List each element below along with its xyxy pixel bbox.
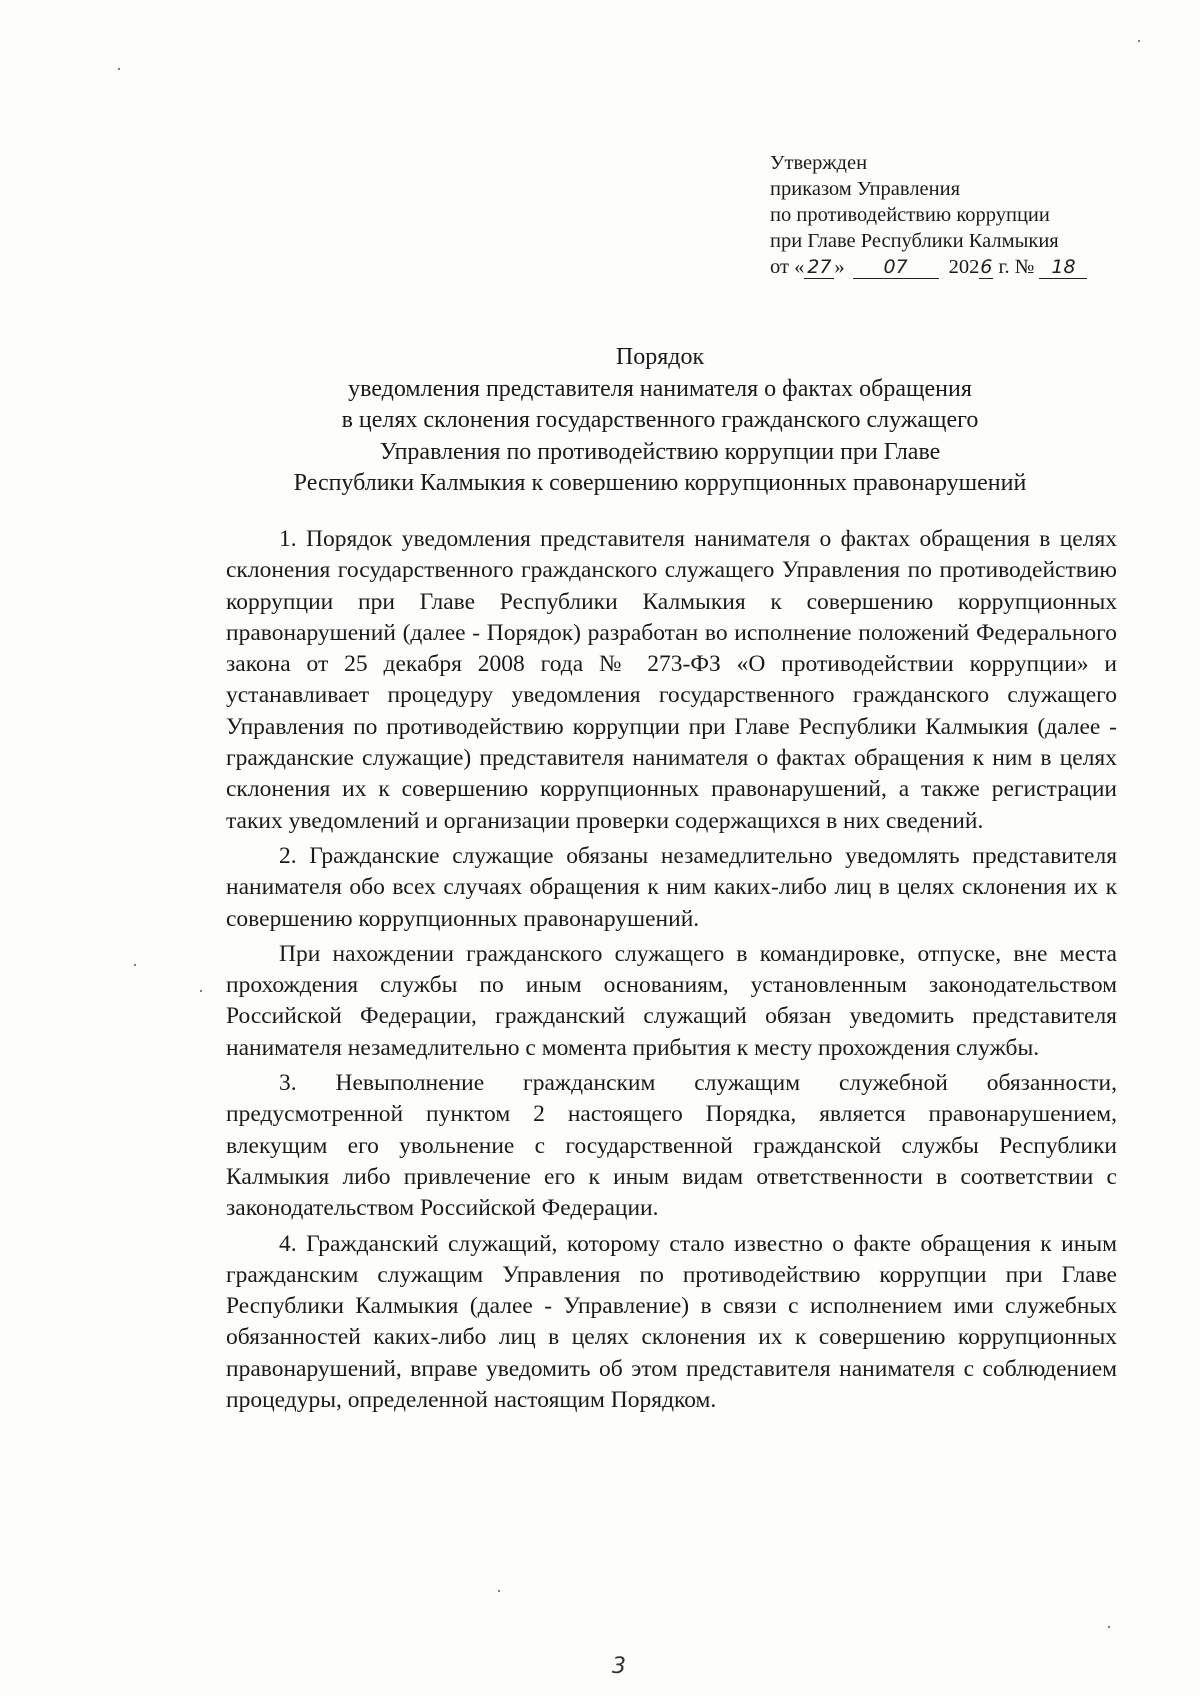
document-title — [230, 342, 1090, 500]
scan-speck — [1108, 1626, 1110, 1628]
scan-speck — [118, 68, 120, 70]
title-line: Республики Калмыкия к совершению коррупционных правонарушений — [293, 470, 1027, 496]
approval-stamp — [770, 150, 1087, 280]
scan-speck — [1138, 40, 1140, 42]
title-line: уведомления представителя нанимателя о фактах обращения — [348, 375, 972, 402]
handwritten-month: 07 — [853, 256, 939, 279]
title-line: в целях склонения государственного гражданского служащего — [341, 407, 979, 433]
year-prefix: 202 — [948, 256, 980, 278]
page-number: 3 — [612, 1654, 626, 1679]
scan-speck — [134, 964, 136, 966]
day-suffix: » — [834, 256, 845, 278]
number-label: г. № — [993, 256, 1035, 278]
paragraph-2-continued: При нахождении гражданского служащего в командировке, отпуске, вне места прохождения службы по иным основаниям, установленным законодательством Российской Федерации, гражданский служащий обязан уведомить представителя нанимателя незамедлительно с момента прибытия к месту прохождения службы. — [226, 940, 1117, 1061]
approval-line: при Главе Республики Калмыкия — [770, 230, 1059, 252]
handwritten-order-number: 18 — [1039, 256, 1087, 279]
paragraph-4: 4. Гражданский служащий, которому стало известно о факте обращения к иным гражданским служащим Управления по противодействию коррупции при Главе Республики Калмыкия (далее - Управление) в связи с исполнением ими служебных обязанностей каких-либо лиц в целях склонения их к совершению коррупционных правонарушений, вправе уведомить об этом представителя нанимателя с соблюдением процедуры, определенной настоящим Порядком. — [226, 1230, 1117, 1414]
approval-line: Утвержден — [770, 152, 868, 174]
approval-line: приказом Управления — [770, 178, 961, 200]
scan-speck — [498, 1590, 500, 1592]
title-line: Порядок — [615, 344, 705, 370]
handwritten-year-digit: 6 — [980, 256, 993, 278]
paragraph-1: 1. Порядок уведомления представителя нанимателя о фактах обращения в целях склонения государственного гражданского служащего Управления по противодействию коррупции при Главе Республики Калмыкия к совершению коррупционных правонарушений (далее - Порядок) разработан во исполнение положений Федерального закона от 25 декабря 2008 года № 273-ФЗ «О противодействии коррупции» и устанавливает процедуру уведомления государственного гражданского служащего Управления по противодействию коррупции при Главе Республики Калмыкия (далее - гражданские служащие) представителя нанимателя о фактах обращения к ним в целях склонения их к совершению коррупционных правонарушений, а также регистрации таких уведомлений и организации проверки содержащихся в них сведений. — [226, 526, 1117, 834]
date-prefix: от « — [770, 256, 805, 278]
document-body — [226, 524, 1117, 1416]
approval-date-line — [770, 254, 1087, 280]
approval-line: по противодействию коррупции — [770, 204, 1050, 226]
handwritten-day: 27 — [804, 256, 834, 279]
scan-speck — [200, 990, 202, 992]
paragraph-2: 2. Гражданские служащие обязаны незамедлительно уведомлять представителя нанимателя обо всех случаях обращения к ним каких-либо лиц в целях склонения их к совершению коррупционных правонарушений. — [226, 842, 1117, 932]
paragraph-3: 3. Невыполнение гражданским служащим служебной обязанности, предусмотренной пунктом 2 настоящего Порядка, является правонарушением, влекущим его увольнение с государственной гражданской службы Республики Калмыкия либо привлечение его к иным видам ответственности в соответствии с законодательством Российской Федерации. — [226, 1070, 1117, 1222]
title-line: Управления по противодействию коррупции при Главе — [379, 438, 941, 465]
